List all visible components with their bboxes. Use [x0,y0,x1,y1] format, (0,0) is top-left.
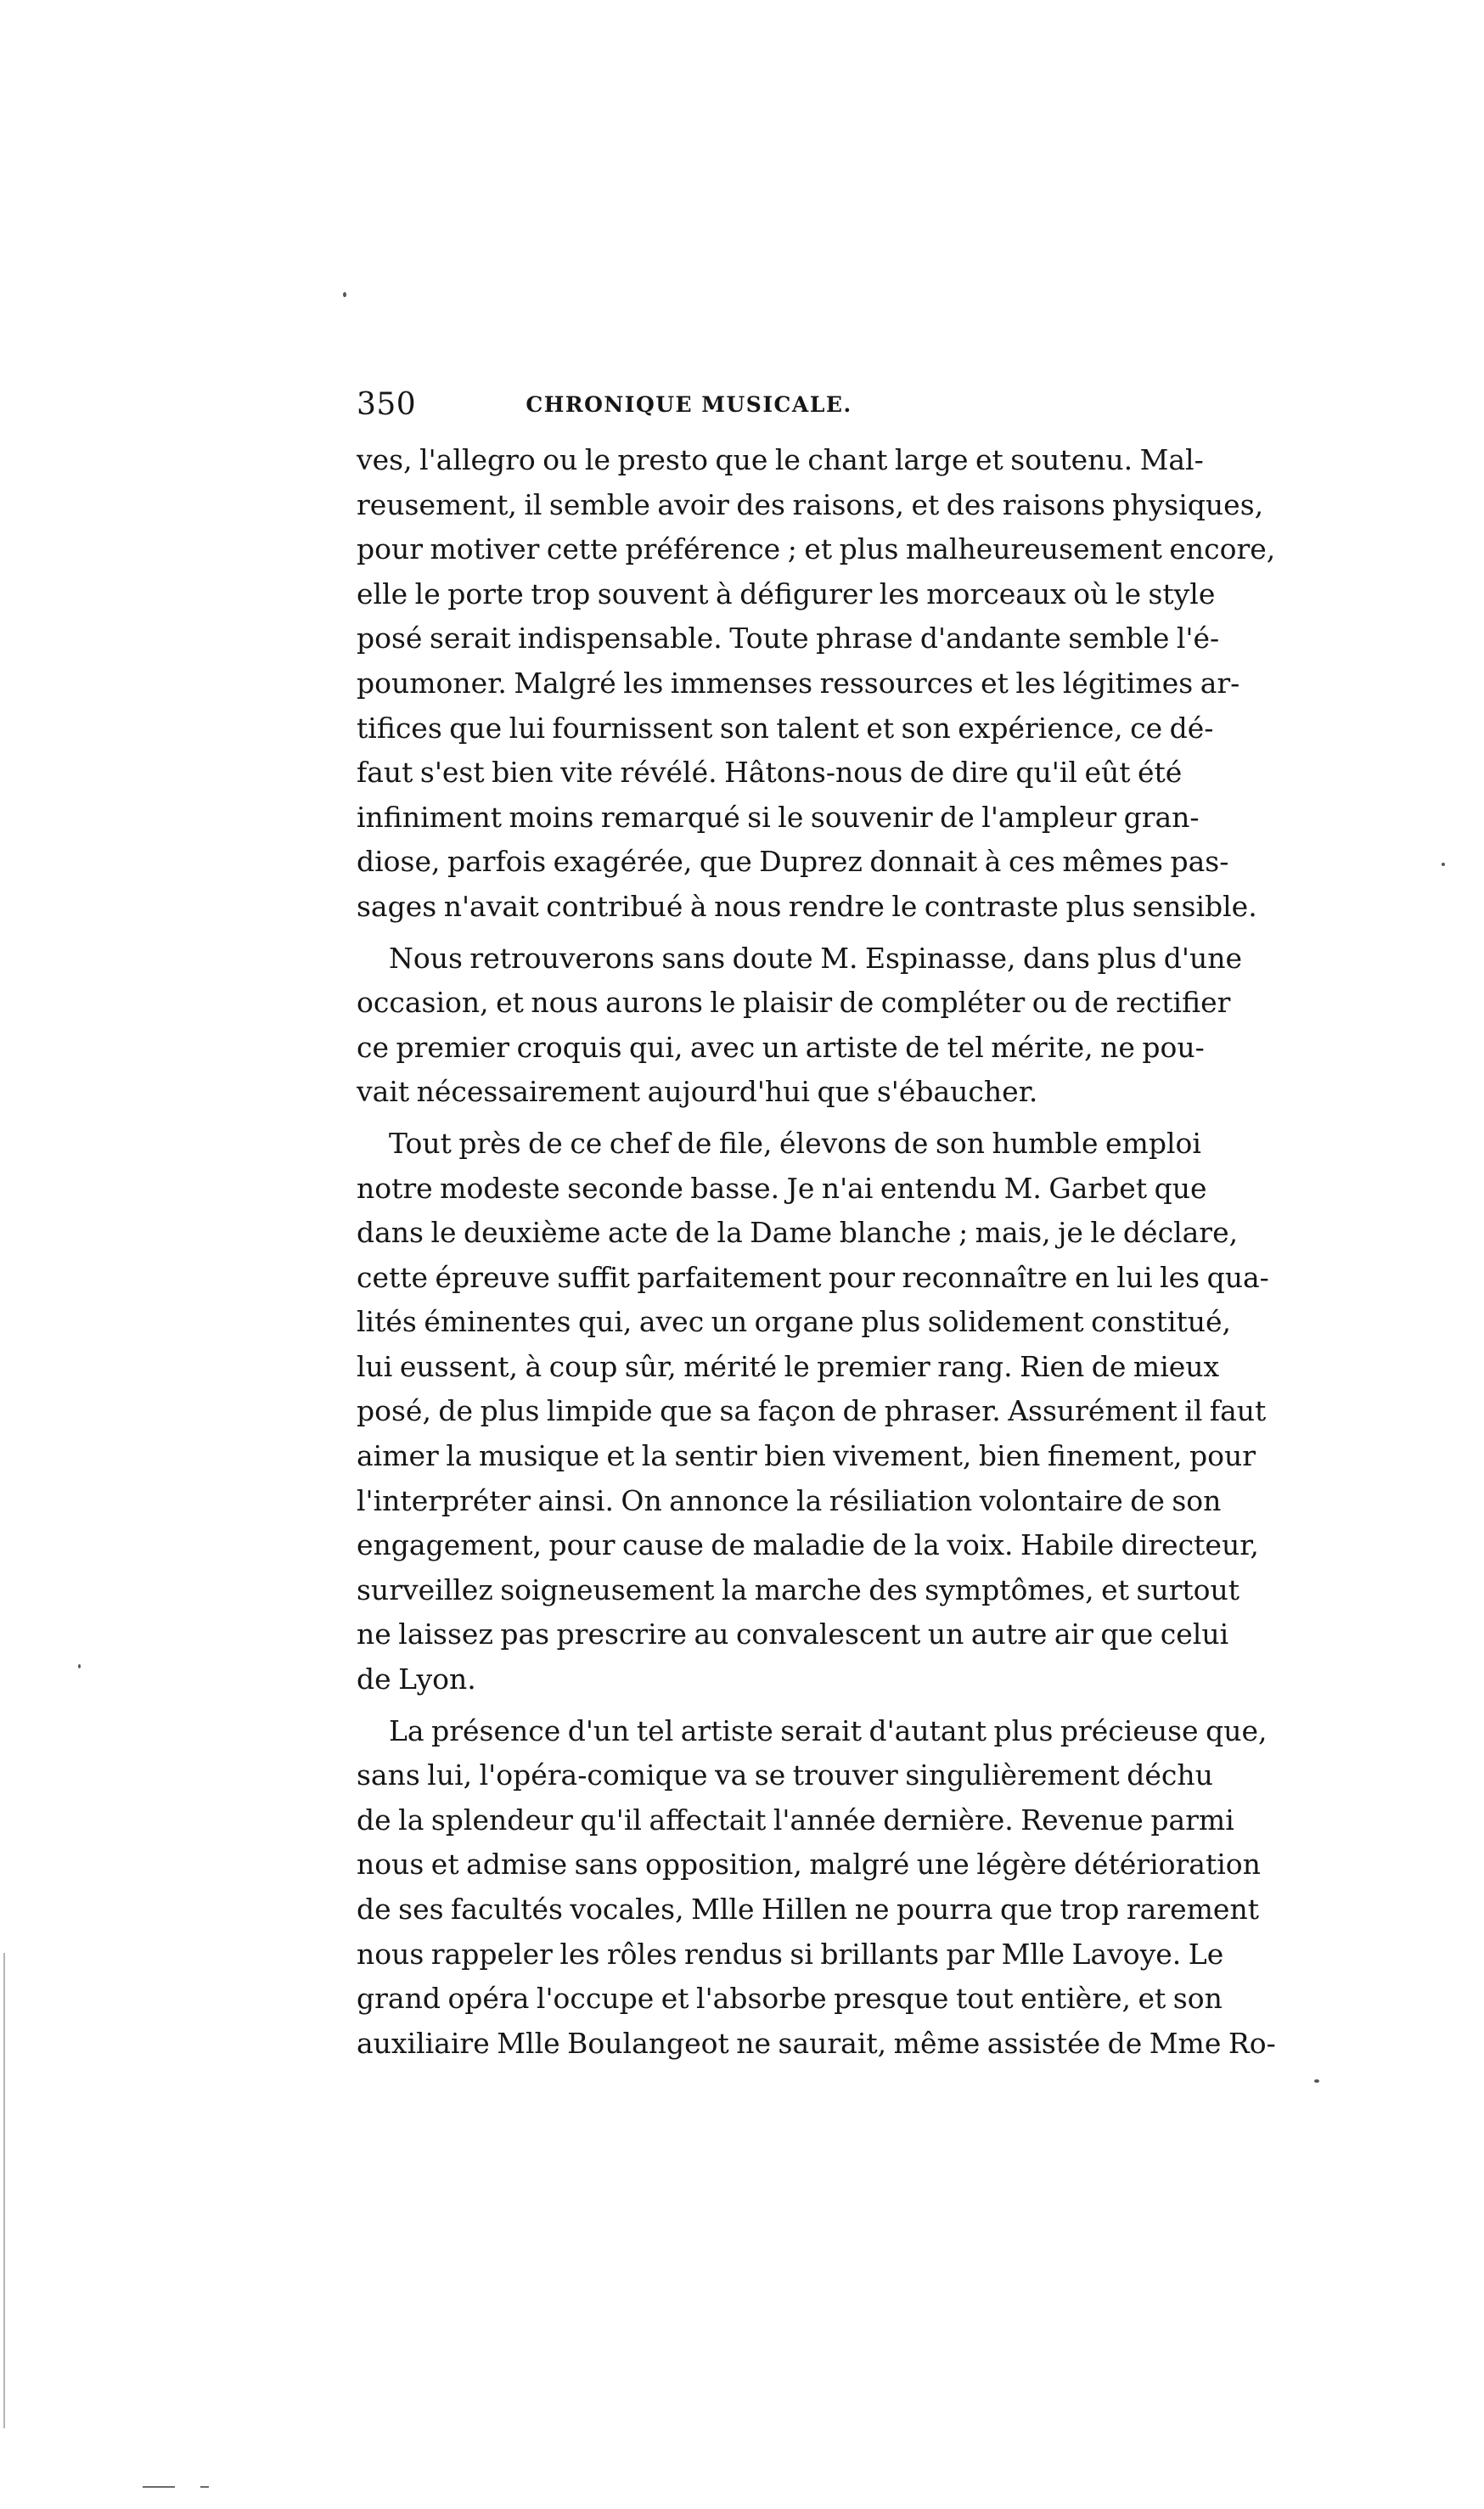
text-line: Nous retrouverons sans doute M. Espinasse, dans plus d'une [389,941,1243,975]
paragraph-3 [357,1122,1269,1702]
text-line: reusement, il semble avoir des raisons, et des raisons physiques, [357,487,1264,521]
scan-speck [1314,2079,1319,2083]
text-line: ce premier croquis qui, avec un artiste de tel mérite, ne pou- [357,1030,1205,1064]
scan-speck [1442,863,1445,866]
text-line: grand opéra l'occupe et l'absorbe presque tout entière, et son [357,1982,1223,2016]
text-line: ne laissez pas prescrire au convalescent un autre air que celui [357,1617,1229,1651]
text-line: sages n'avait contribué à nous rendre le contraste plus sensible. [357,889,1257,923]
text-line: pour motiver cette préférence ; et plus malheureusement encore, [357,532,1276,566]
text-line: posé serait indispensable. Toute phrase d'andante semble l'é- [357,622,1220,655]
text-line: lités éminentes qui, avec un organe plus solidement constitué, [357,1305,1232,1339]
text-line: tifices que lui fournissent son talent et son expérience, ce dé- [357,711,1214,745]
paragraph-4 [357,1709,1276,2067]
text-line: de la splendeur qu'il affectait l'année dernière. Revenue parmi [357,1803,1234,1837]
text-line: faut s'est bien vite révélé. Hâtons-nous de dire qu'il eût été [357,756,1183,790]
text-line: l'interpréter ainsi. On annonce la résiliation volontaire de son [357,1483,1222,1517]
page-number: 350 [357,387,417,422]
text-line: sans lui, l'opéra-comique va se trouver singulièrement déchu [357,1758,1213,1792]
text-line: infiniment moins remarqué si le souvenir de l'ampleur gran- [357,800,1200,834]
text-line: ves, l'allegro ou le presto que le chant large et soutenu. Mal- [357,443,1204,476]
text-line: vait nécessairement aujourd'hui que s'ébaucher. [357,1075,1038,1109]
text-line: de ses facultés vocales, Mlle Hillen ne pourra que trop rarement [357,1893,1259,1926]
scan-speck [343,292,346,297]
margin-line [3,1953,5,2428]
text-line: engagement, pour cause de maladie de la voix. Habile directeur, [357,1528,1259,1562]
text-line: nous rappeler les rôles rendus si brillants par Mlle Lavoye. Le [357,1937,1224,1971]
paragraph-1 [357,438,1276,930]
running-head: CHRONIQUE MUSICALE. [526,392,852,417]
text-line: cette épreuve suffit parfaitement pour reconnaître en lui les qua- [357,1260,1269,1294]
text-line: elle le porte trop souvent à défigurer les morceaux où le style [357,577,1216,610]
body-text [357,438,1276,2066]
text-line: Tout près de ce chef de file, élevons de son humble emploi [389,1126,1201,1160]
text-line: diose, parfois exagérée, que Duprez donnait à ces mêmes pas- [357,845,1229,879]
text-line: dans le deuxième acte de la Dame blanche ; mais, je le déclare, [357,1216,1239,1250]
text-line: lui eussent, à coup sûr, mérité le premier rang. Rien de mieux [357,1349,1220,1383]
page-header [357,387,970,430]
scan-speck [78,1664,81,1668]
paragraph-2 [357,937,1243,1115]
text-line: poumoner. Malgré les immenses ressources et les légitimes ar- [357,666,1240,700]
footer-mark [143,2486,175,2488]
text-line: aimer la musique et la sentir bien vivement, bien finement, pour [357,1439,1256,1473]
text-line: surveillez soigneusement la marche des symptômes, et surtout [357,1572,1240,1606]
text-line: auxiliaire Mlle Boulangeot ne saurait, même assistée de Mme Ro- [357,2026,1276,2060]
text-line: occasion, et nous aurons le plaisir de compléter ou de rectifier [357,986,1231,1020]
text-line: La présence d'un tel artiste serait d'autant plus précieuse que, [389,1713,1268,1747]
text-line: de Lyon. [357,1662,476,1696]
footer-mark [200,2486,209,2488]
text-line: posé, de plus limpide que sa façon de phraser. Assurément il faut [357,1394,1267,1428]
text-line: nous et admise sans opposition, malgré une légère détérioration [357,1848,1261,1882]
text-line: notre modeste seconde basse. Je n'ai entendu M. Garbet que [357,1171,1207,1205]
